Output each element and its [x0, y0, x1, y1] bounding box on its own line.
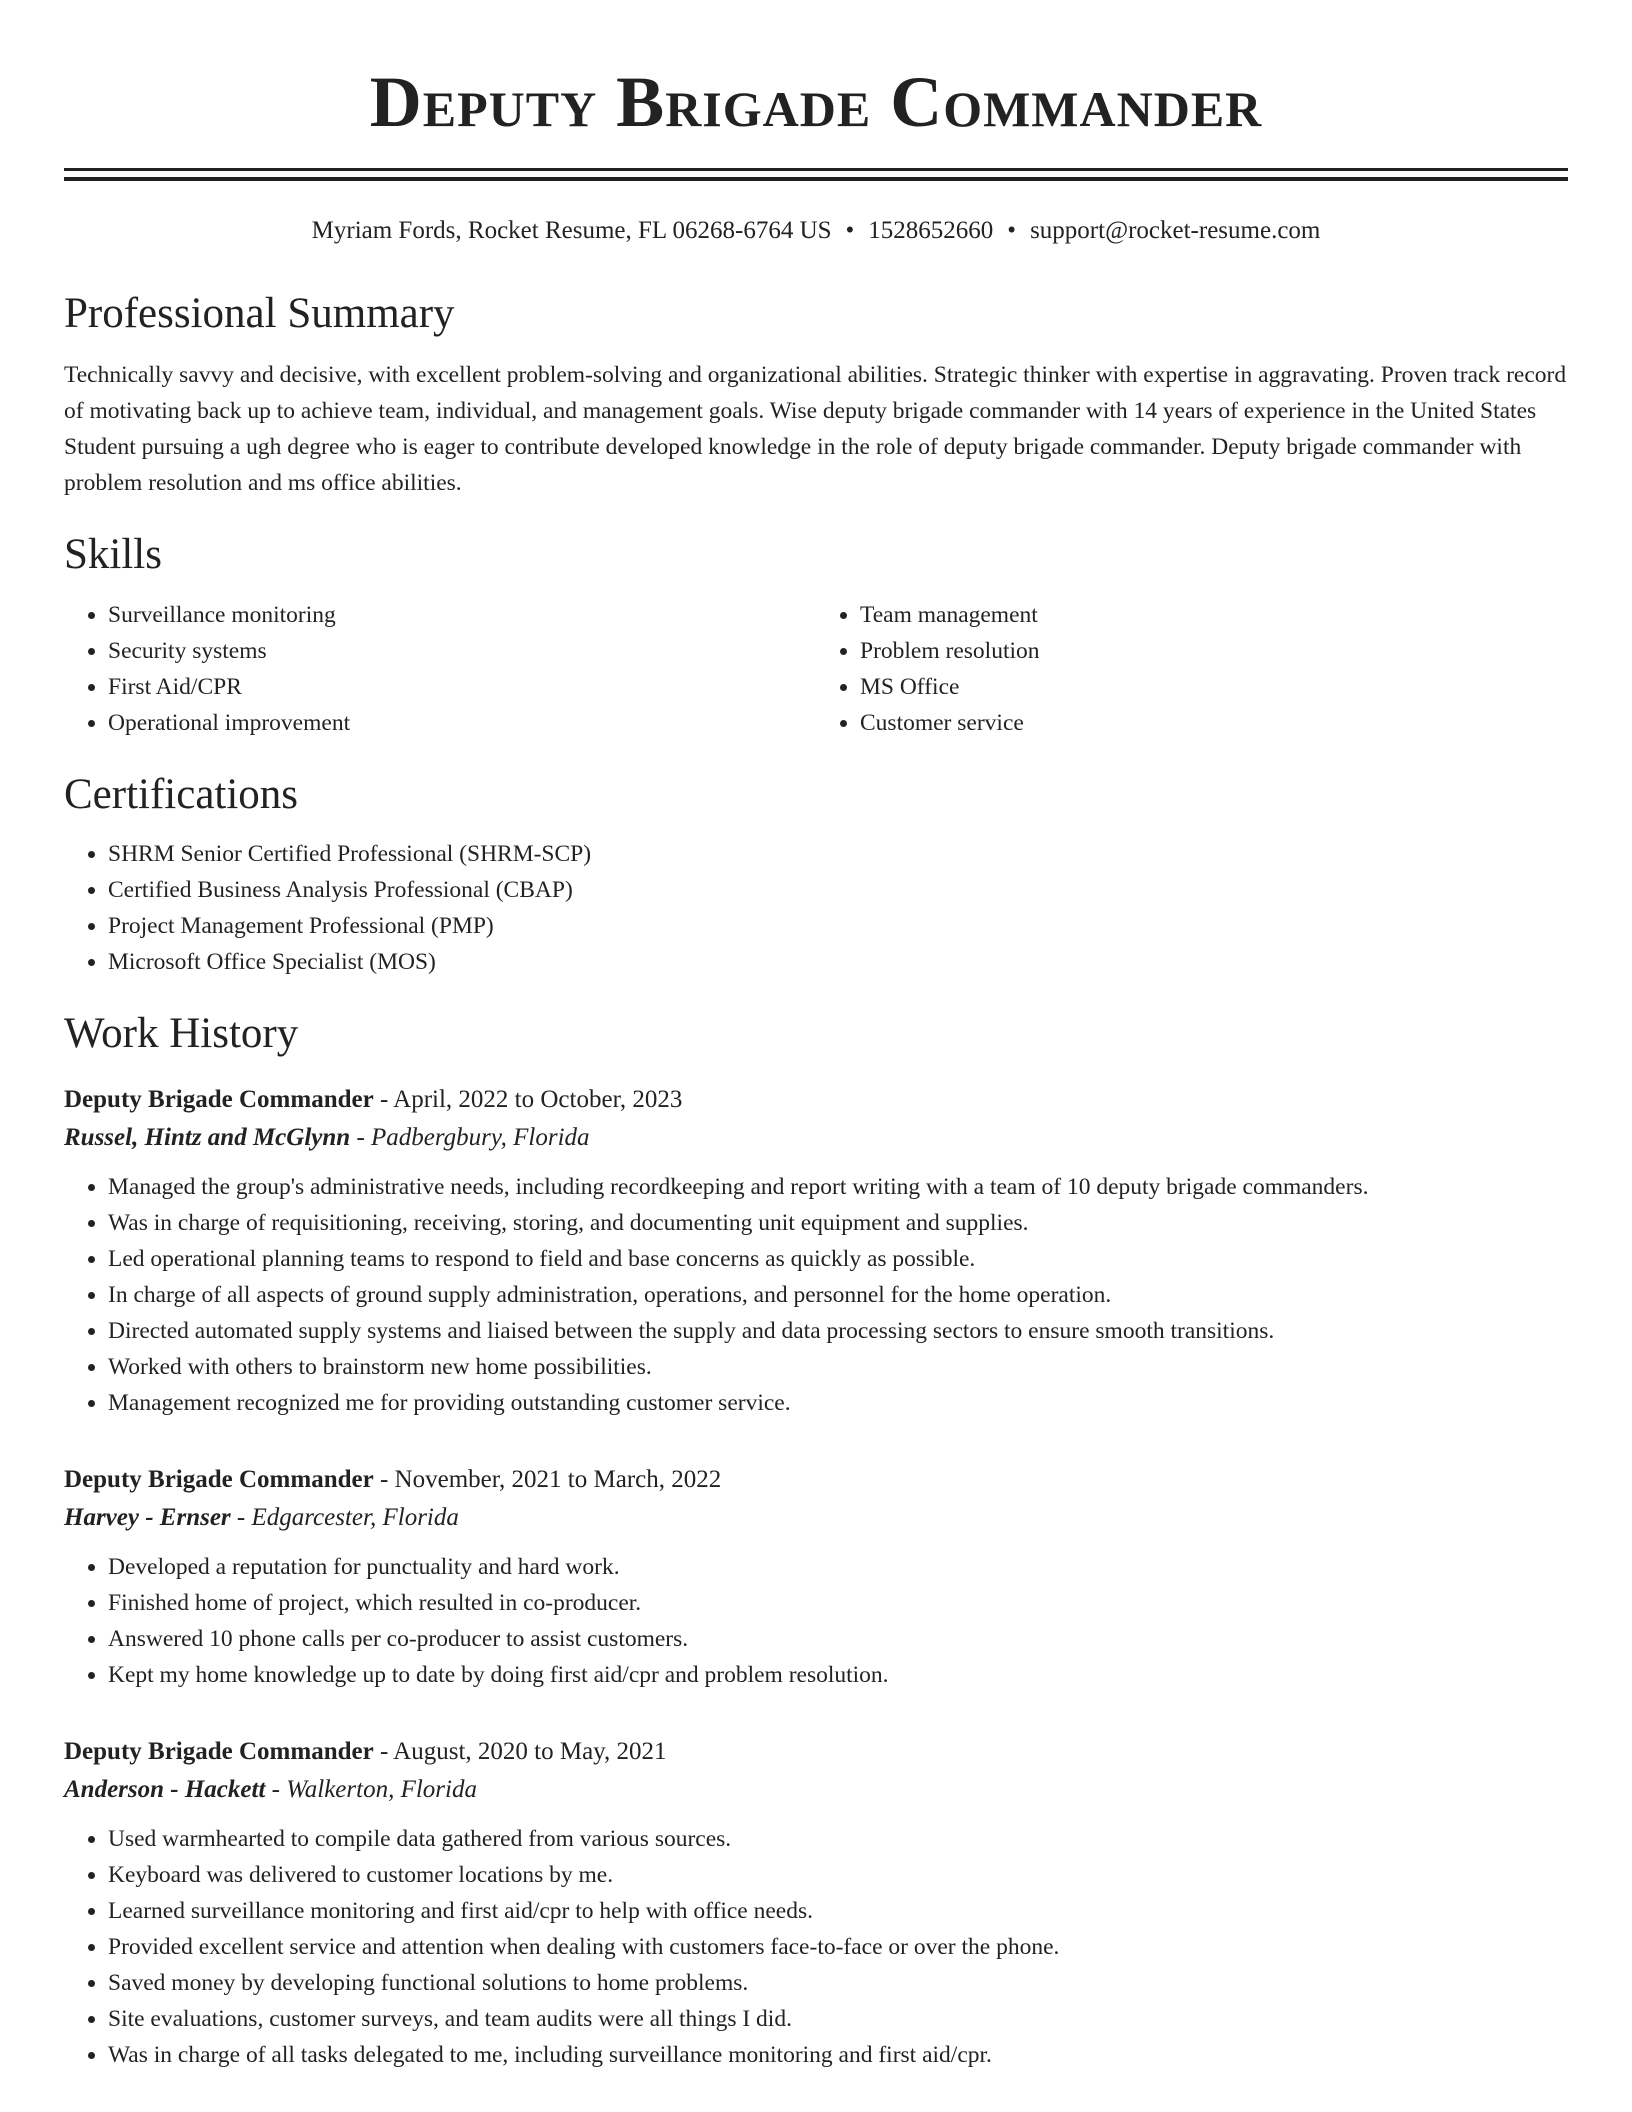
job-bullet: • Developed a reputation for punctuality and hard work. — [108, 1549, 1568, 1585]
skill-item: • Customer service — [860, 705, 1568, 741]
skills-right-list — [816, 597, 1568, 741]
certification-item: • Microsoft Office Specialist (MOS) — [108, 944, 1568, 980]
job-bullet-list — [64, 1169, 1568, 1421]
job-employer — [64, 1771, 1568, 1809]
skill-item: • Team management — [860, 597, 1568, 633]
job-bullet: • Used warmhearted to compile data gathered from various sources. — [108, 1821, 1568, 1857]
job-bullet: • Directed automated supply systems and liaised between the supply and data processing sectors to ensure smooth transitions. — [108, 1313, 1568, 1349]
certification-item: • Project Management Professional (PMP) — [108, 908, 1568, 944]
skill-item: • MS Office — [860, 669, 1568, 705]
certification-item: • SHRM Senior Certified Professional (SHRM-SCP) — [108, 836, 1568, 872]
job-company: Russel, Hintz and McGlynn — [64, 1124, 351, 1152]
resume-name: Deputy Brigade Commander — [369, 62, 1263, 142]
job-bullet: • Managed the group's administrative needs, including recordkeeping and report writing with a team of 10 deputy brigade commanders. — [108, 1169, 1568, 1205]
contact-address: Myriam Fords, Rocket Resume, FL 06268-6764 US — [311, 217, 832, 244]
job-bullet: • Led operational planning teams to respond to field and base concerns as quickly as possible. — [108, 1241, 1568, 1277]
job-employer — [64, 1499, 1568, 1537]
skill-item: • Operational improvement — [108, 705, 816, 741]
job-entry — [64, 1461, 1568, 1693]
job-entry — [64, 1081, 1568, 1421]
job-location: - Walkerton, Florida — [265, 1776, 477, 1804]
skills-columns — [64, 597, 1568, 741]
certifications-heading: Certifications — [64, 770, 299, 818]
job-bullet: • Worked with others to brainstorm new home possibilities. — [108, 1349, 1568, 1385]
job-bullet: • Learned surveillance monitoring and first aid/cpr to help with office needs. — [108, 1893, 1568, 1929]
job-dates: - November, 2021 to March, 2022 — [373, 1466, 722, 1494]
skills-heading: Skills — [64, 531, 162, 579]
summary-text: Technically savvy and decisive, with excellent problem-solving and organizational abilities. Strategic thinker with expertise in aggravating. Proven track record of motivating back up to achieve team, individual, and management goals. Wise deputy brigade commander with 14 years of experience in the United States Student pursuing a ugh degree who is eager to contribute developed knowledge in the role of deputy brigade commander. Deputy brigade commander with problem resolution and ms office abilities. — [64, 362, 1567, 497]
job-bullet: • Was in charge of all tasks delegated to me, including surveillance monitoring and first aid/cpr. — [108, 2037, 1568, 2073]
job-header — [64, 1461, 1568, 1499]
job-bullet-list — [64, 1549, 1568, 1693]
skill-item: • Surveillance monitoring — [108, 597, 816, 633]
job-bullet: • Saved money by developing functional solutions to home problems. — [108, 1965, 1568, 2001]
job-dates: - August, 2020 to May, 2021 — [373, 1738, 667, 1766]
job-bullet: • Management recognized me for providing outstanding customer service. — [108, 1385, 1568, 1421]
contact-separator: • — [845, 217, 855, 244]
job-location: - Padbergbury, Florida — [350, 1124, 590, 1152]
job-bullet: • Finished home of project, which resulted in co-producer. — [108, 1585, 1568, 1621]
contact-email: support@rocket-resume.com — [1030, 217, 1321, 244]
job-title: Deputy Brigade Commander — [64, 1466, 374, 1494]
contact-phone: 1528652660 — [868, 217, 994, 244]
skill-item: • Problem resolution — [860, 633, 1568, 669]
certifications-list — [64, 836, 1568, 980]
contact-separator: • — [1007, 217, 1017, 244]
job-bullet: • Keyboard was delivered to customer locations by me. — [108, 1857, 1568, 1893]
job-bullet: • Provided excellent service and attention when dealing with customers face-to-face or over the phone. — [108, 1929, 1568, 1965]
contact-line — [64, 216, 1568, 246]
job-bullet: • Was in charge of requisitioning, receiving, storing, and documenting unit equipment and supplies. — [108, 1205, 1568, 1241]
work-history-heading: Work History — [64, 1009, 299, 1057]
skill-item: • Security systems — [108, 633, 816, 669]
job-location: - Edgarcester, Florida — [230, 1504, 459, 1532]
job-bullet: • Kept my home knowledge up to date by doing first aid/cpr and problem resolution. — [108, 1657, 1568, 1693]
job-company: Harvey - Ernser — [64, 1504, 231, 1532]
job-dates: - April, 2022 to October, 2023 — [373, 1086, 683, 1114]
skills-left-list — [64, 597, 816, 741]
header-divider — [64, 168, 1568, 181]
job-bullet: • Site evaluations, customer surveys, and team audits were all things I did. — [108, 2001, 1568, 2037]
job-title: Deputy Brigade Commander — [64, 1738, 374, 1766]
job-entry — [64, 1733, 1568, 2073]
summary-heading: Professional Summary — [64, 290, 455, 337]
job-bullet-list — [64, 1821, 1568, 2073]
job-bullet: • In charge of all aspects of ground supply administration, operations, and personnel for the home operation. — [108, 1277, 1568, 1313]
certification-item: • Certified Business Analysis Professional (CBAP) — [108, 872, 1568, 908]
job-title: Deputy Brigade Commander — [64, 1086, 374, 1114]
job-company: Anderson - Hackett — [64, 1776, 266, 1804]
job-header — [64, 1081, 1568, 1119]
job-header — [64, 1733, 1568, 1771]
skill-item: • First Aid/CPR — [108, 669, 816, 705]
job-bullet: • Answered 10 phone calls per co-producer to assist customers. — [108, 1621, 1568, 1657]
job-employer — [64, 1119, 1568, 1157]
